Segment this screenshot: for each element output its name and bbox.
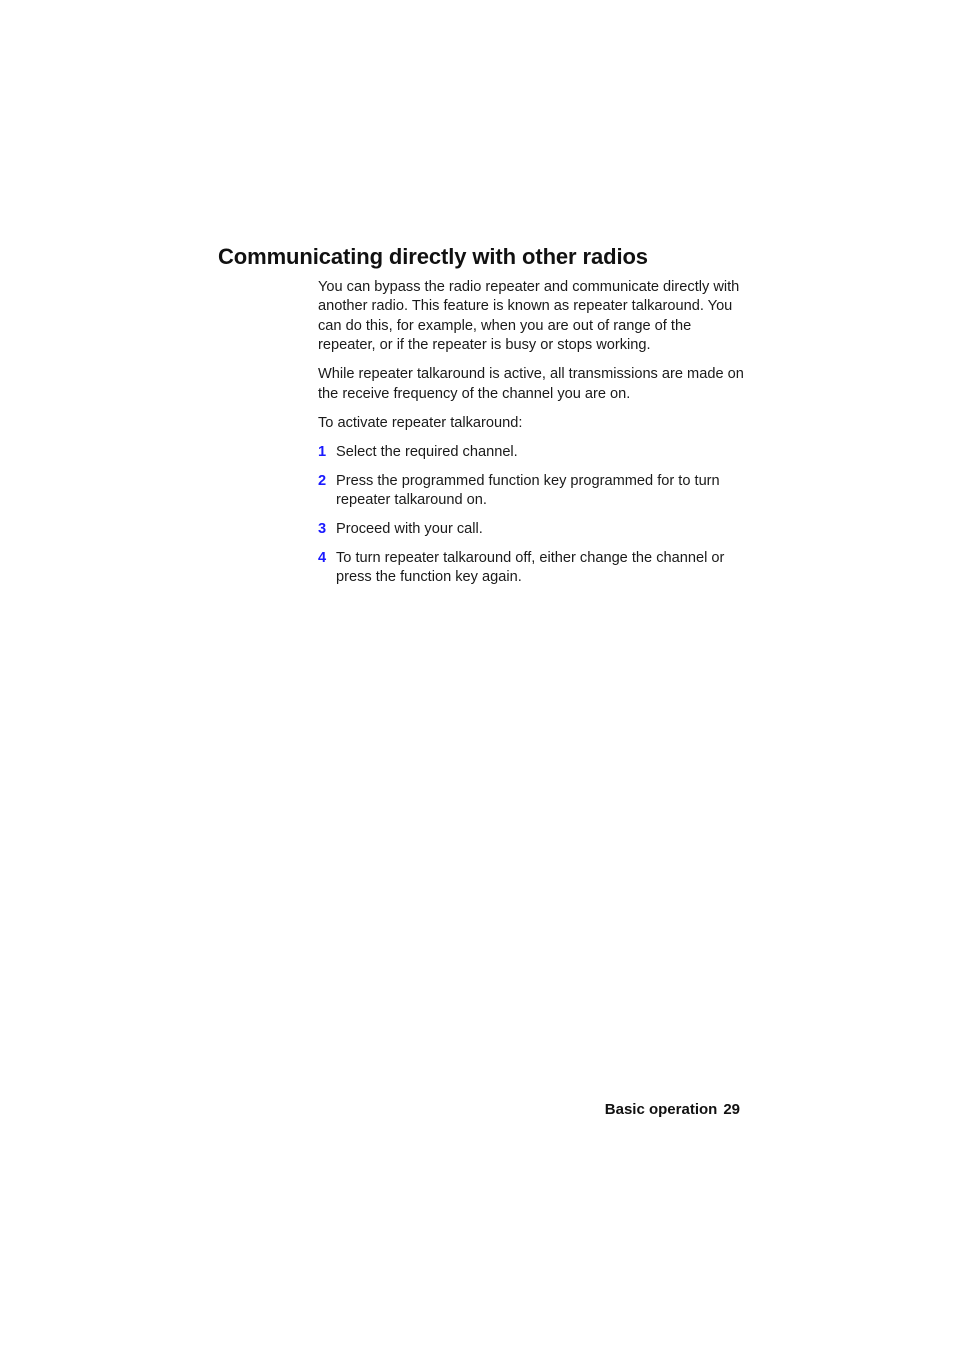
procedure-steps <box>318 443 748 588</box>
step-number: 3 <box>318 521 327 538</box>
step-text: Proceed with your call. <box>336 521 483 538</box>
step-text: To turn repeater talkaround off, either change the channel or press the function key again. <box>336 550 725 586</box>
step-item <box>318 520 748 539</box>
step-text: Press the programmed function key programmed for to turn repeater talkaround on. <box>336 472 720 509</box>
talkaround-note-paragraph: While repeater talkaround is active, all transmissions are made on the receive frequency of the channel you are on. <box>318 366 744 402</box>
step-number: 2 <box>318 472 327 489</box>
step-number: 4 <box>318 550 327 567</box>
step-item <box>318 549 748 588</box>
footer-chapter: Basic operation <box>604 1101 718 1118</box>
page-footer <box>605 1101 740 1118</box>
procedure-intro: To activate repeater talkaround: <box>318 414 523 431</box>
intro-paragraph: You can bypass the radio repeater and communicate directly with another radio. This feature is known as repeater talkaround. You can do this, for example, when you are out of range of the repeater, or if the repeater is busy or stops working. <box>318 279 740 354</box>
section-body <box>318 278 748 597</box>
page-title: Communicating directly with other radios <box>218 244 648 269</box>
step-item <box>318 472 748 511</box>
step-number: 1 <box>318 443 327 460</box>
step-text: Select the required channel. <box>336 443 518 460</box>
page-number: 29 <box>723 1101 740 1118</box>
step-item <box>318 443 748 462</box>
